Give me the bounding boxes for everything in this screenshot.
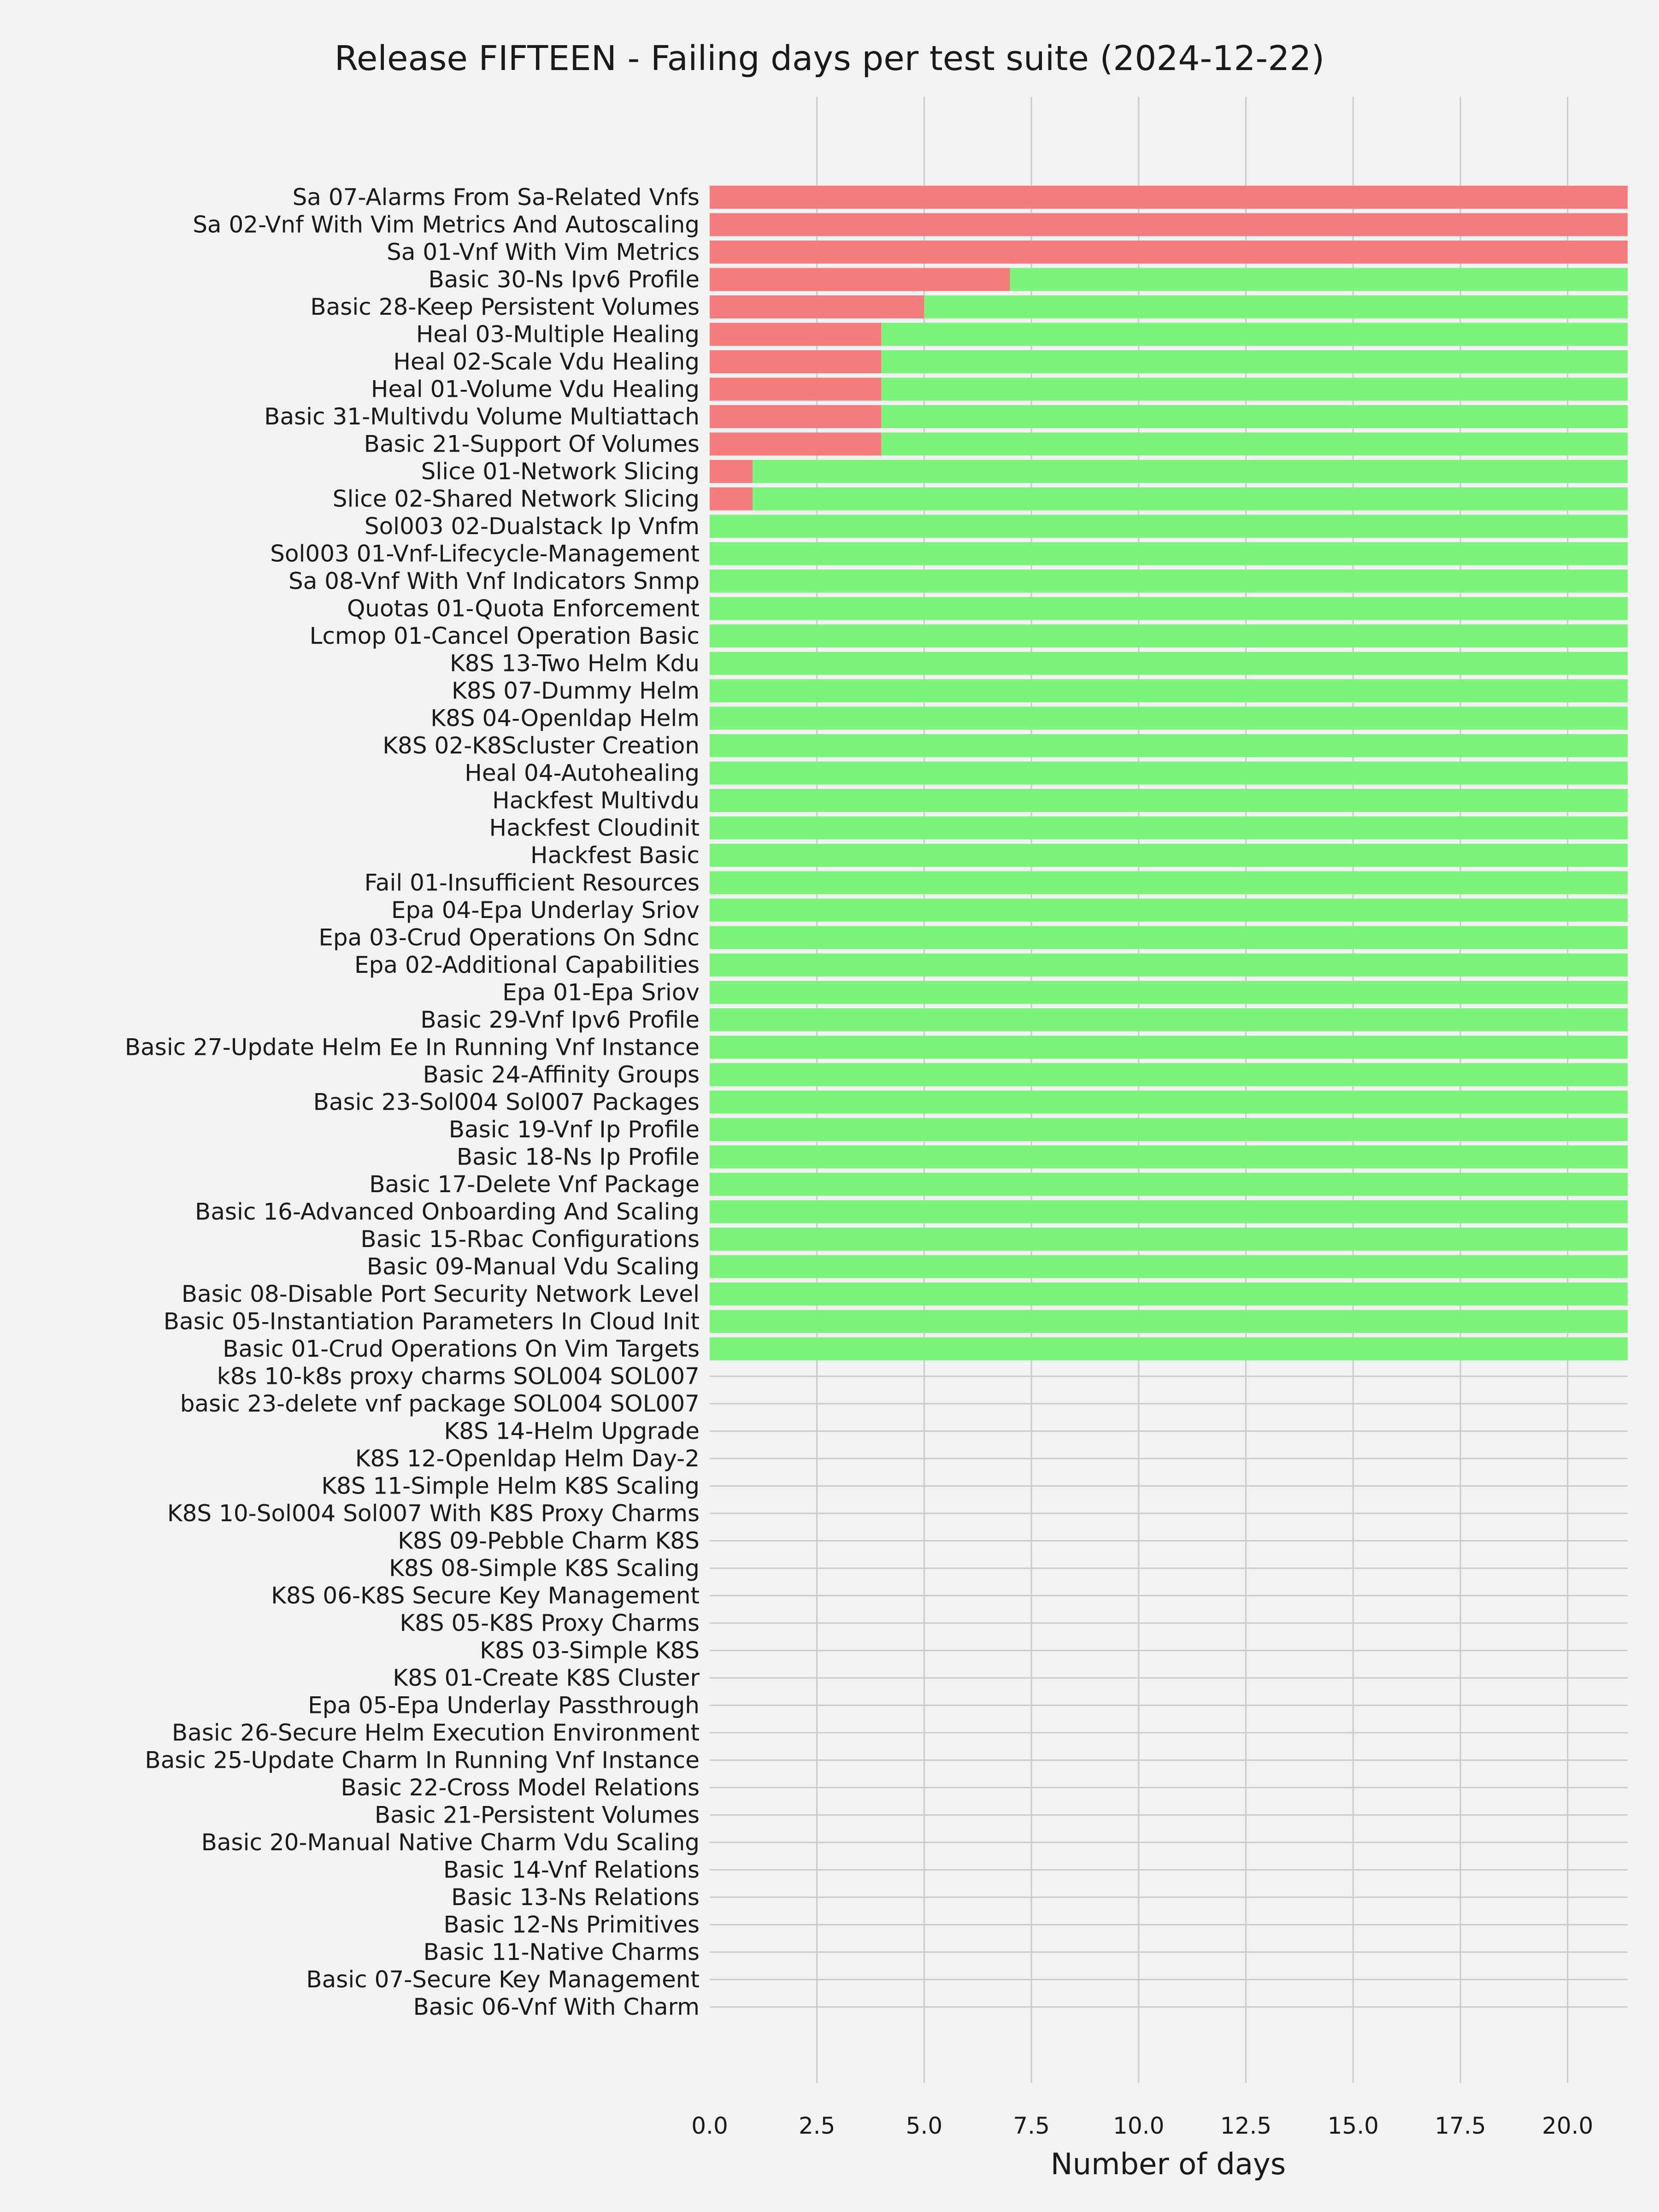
bar-passing bbox=[710, 844, 1628, 867]
y-tick-label: K8S 01-Create K8S Cluster bbox=[393, 1665, 700, 1691]
bar-passing bbox=[710, 652, 1628, 675]
y-tick-label: Heal 01-Volume Vdu Healing bbox=[371, 376, 700, 403]
bar-failing bbox=[710, 213, 1628, 236]
bar-passing bbox=[710, 1200, 1628, 1224]
y-tick-label: Basic 01-Crud Operations On Vim Targets bbox=[223, 1335, 700, 1362]
y-tick-label: Basic 11-Native Charms bbox=[423, 1939, 700, 1965]
bar-passing bbox=[710, 899, 1628, 922]
y-tick-label: Basic 29-Vnf Ipv6 Profile bbox=[420, 1006, 700, 1033]
y-tick-label: K8S 06-K8S Secure Key Management bbox=[271, 1582, 700, 1609]
y-tick-label: Fail 01-Insufficient Resources bbox=[364, 869, 700, 896]
bar-passing bbox=[710, 871, 1628, 894]
bar-passing bbox=[710, 1036, 1628, 1059]
x-tick-label: 20.0 bbox=[1542, 2112, 1594, 2139]
y-tick-label: basic 23-delete vnf package SOL004 SOL007 bbox=[180, 1390, 700, 1417]
y-tick-label: K8S 13-Two Helm Kdu bbox=[449, 650, 700, 677]
x-axis-label: Number of days bbox=[1050, 2147, 1286, 2182]
y-tick-label: Basic 30-Ns Ipv6 Profile bbox=[428, 266, 700, 293]
bar-passing bbox=[924, 295, 1628, 318]
bar-passing bbox=[710, 762, 1628, 785]
y-tick-label: Slice 02-Shared Network Slicing bbox=[332, 485, 700, 512]
y-tick-label: K8S 09-Pebble Charm K8S bbox=[398, 1527, 700, 1554]
bar-failing bbox=[710, 460, 753, 483]
y-tick-label: Sa 07-Alarms From Sa-Related Vnfs bbox=[292, 184, 700, 211]
y-tick-label: Basic 31-Multivdu Volume Multiattach bbox=[264, 403, 700, 430]
y-tick-label: Basic 15-Rbac Configurations bbox=[360, 1226, 700, 1253]
bar-passing bbox=[710, 570, 1628, 593]
bar-passing bbox=[710, 789, 1628, 812]
bar-passing bbox=[710, 1282, 1628, 1306]
bar-failing bbox=[710, 241, 1628, 264]
y-tick-label: Basic 21-Support Of Volumes bbox=[364, 430, 700, 458]
bar-failing bbox=[710, 295, 924, 318]
y-tick-label: Sa 02-Vnf With Vim Metrics And Autoscaling bbox=[193, 211, 700, 238]
bar-passing bbox=[753, 488, 1628, 511]
y-tick-label: Sol003 01-Vnf-Lifecycle-Management bbox=[270, 540, 700, 567]
x-tick-label: 10.0 bbox=[1113, 2112, 1165, 2139]
x-tick-labels bbox=[691, 2112, 1593, 2139]
y-tick-label: Basic 12-Ns Primitives bbox=[443, 1911, 700, 1938]
bar-passing bbox=[881, 433, 1628, 456]
y-tick-label: Basic 19-Vnf Ip Profile bbox=[448, 1116, 700, 1143]
bar-passing bbox=[710, 1118, 1628, 1141]
y-tick-label: K8S 05-K8S Proxy Charms bbox=[400, 1610, 700, 1636]
bar-passing bbox=[881, 378, 1628, 401]
y-tick-label: Basic 28-Keep Persistent Volumes bbox=[310, 294, 700, 320]
bar-passing bbox=[881, 405, 1628, 428]
bar-passing bbox=[710, 981, 1628, 1004]
bar-passing bbox=[710, 817, 1628, 840]
y-tick-label: Hackfest Cloudinit bbox=[489, 814, 700, 841]
y-tick-label: K8S 02-K8Scluster Creation bbox=[382, 732, 700, 759]
x-tick-label: 15.0 bbox=[1327, 2112, 1379, 2139]
y-tick-label: Basic 23-Sol004 Sol007 Packages bbox=[313, 1088, 700, 1116]
y-tick-label: Sol003 02-Dualstack Ip Vnfm bbox=[364, 513, 700, 540]
y-tick-label: Hackfest Multivdu bbox=[492, 787, 700, 814]
x-tick-label: 17.5 bbox=[1435, 2112, 1486, 2139]
bar-failing bbox=[710, 405, 881, 428]
y-tick-label: Basic 09-Manual Vdu Scaling bbox=[366, 1253, 700, 1280]
y-tick-label: Epa 02-Additional Capabilities bbox=[354, 952, 700, 978]
bar-failing bbox=[710, 488, 753, 511]
y-tick-label: Epa 01-Epa Sriov bbox=[502, 979, 700, 1006]
y-tick-label: Basic 08-Disable Port Security Network Level bbox=[181, 1281, 700, 1307]
y-tick-label: K8S 12-Openldap Helm Day-2 bbox=[355, 1445, 700, 1472]
bars bbox=[710, 186, 1628, 1360]
y-tick-label: Quotas 01-Quota Enforcement bbox=[347, 595, 700, 622]
bar-passing bbox=[1010, 268, 1628, 291]
y-tick-label: Heal 03-Multiple Healing bbox=[416, 321, 700, 348]
y-tick-label: K8S 10-Sol004 Sol007 With K8S Proxy Charms bbox=[167, 1500, 700, 1527]
bar-passing bbox=[710, 926, 1628, 949]
bar-passing bbox=[710, 597, 1628, 620]
bar-failing bbox=[710, 323, 881, 346]
y-tick-label: Lcmop 01-Cancel Operation Basic bbox=[309, 623, 700, 649]
bar-passing bbox=[710, 707, 1628, 730]
y-tick-label: Basic 20-Manual Native Charm Vdu Scaling bbox=[201, 1829, 700, 1856]
y-tick-label: Basic 17-Delete Vnf Package bbox=[369, 1171, 700, 1198]
y-tick-label: Basic 13-Ns Relations bbox=[451, 1884, 700, 1911]
x-tick-label: 5.0 bbox=[906, 2112, 943, 2139]
bar-passing bbox=[710, 1310, 1628, 1333]
y-tick-label: Basic 06-Vnf With Charm bbox=[413, 1994, 700, 2020]
bar-passing bbox=[710, 1173, 1628, 1196]
y-tick-label: K8S 07-Dummy Helm bbox=[452, 677, 700, 704]
y-tick-label: Basic 26-Secure Helm Execution Environment bbox=[171, 1719, 700, 1746]
x-tick-label: 0.0 bbox=[691, 2112, 728, 2139]
bar-passing bbox=[710, 679, 1628, 702]
y-tick-label: Basic 22-Cross Model Relations bbox=[341, 1774, 700, 1801]
y-tick-label: Basic 18-Ns Ip Profile bbox=[456, 1143, 700, 1171]
y-tick-label: Basic 21-Persistent Volumes bbox=[374, 1801, 700, 1829]
y-tick-label: Basic 07-Secure Key Management bbox=[306, 1966, 700, 1993]
y-tick-label: Hackfest Basic bbox=[530, 842, 700, 869]
y-tick-label: Basic 05-Instantiation Parameters In Cloud Init bbox=[163, 1308, 700, 1335]
bar-failing bbox=[710, 433, 881, 456]
bar-passing bbox=[710, 542, 1628, 565]
chart-title: Release FIFTEEN - Failing days per test suite (2024-12-22) bbox=[334, 39, 1325, 78]
bar-passing bbox=[710, 953, 1628, 977]
y-tick-label: Slice 01-Network Slicing bbox=[421, 458, 700, 485]
bar-passing bbox=[710, 1228, 1628, 1251]
y-tick-label: Basic 16-Advanced Onboarding And Scaling bbox=[195, 1198, 700, 1225]
y-tick-label: Basic 27-Update Helm Ee In Running Vnf Instance bbox=[124, 1034, 700, 1061]
y-tick-label: Heal 04-Autohealing bbox=[465, 759, 700, 787]
x-tick-label: 2.5 bbox=[798, 2112, 835, 2139]
y-tick-label: Basic 25-Update Charm In Running Vnf Instance bbox=[145, 1747, 700, 1774]
x-tick-label: 7.5 bbox=[1013, 2112, 1050, 2139]
y-tick-label: k8s 10-k8s proxy charms SOL004 SOL007 bbox=[217, 1363, 700, 1390]
bar-passing bbox=[710, 1063, 1628, 1086]
y-tick-label: Sa 01-Vnf With Vim Metrics bbox=[387, 239, 700, 265]
bar-passing bbox=[710, 1255, 1628, 1278]
bar-passing bbox=[710, 1337, 1628, 1360]
bar-passing bbox=[710, 624, 1628, 647]
y-tick-label: Heal 02-Scale Vdu Healing bbox=[393, 348, 700, 375]
y-tick-label: K8S 08-Simple K8S Scaling bbox=[389, 1555, 700, 1582]
bar-passing bbox=[753, 460, 1628, 483]
bar-passing bbox=[710, 1091, 1628, 1114]
bar-passing bbox=[881, 323, 1628, 346]
bar-failing bbox=[710, 268, 1010, 291]
y-tick-label: Epa 04-Epa Underlay Sriov bbox=[391, 897, 700, 924]
y-tick-label: Epa 05-Epa Underlay Passthrough bbox=[308, 1692, 700, 1719]
bar-failing bbox=[710, 186, 1628, 209]
bar-failing bbox=[710, 350, 881, 373]
bar-passing bbox=[710, 1146, 1628, 1169]
y-tick-label: K8S 04-Openldap Helm bbox=[430, 705, 700, 732]
bar-passing bbox=[881, 350, 1628, 373]
x-tick-label: 12.5 bbox=[1220, 2112, 1272, 2139]
y-tick-label: Epa 03-Crud Operations On Sdnc bbox=[318, 924, 700, 951]
y-tick-label: Basic 14-Vnf Relations bbox=[443, 1856, 700, 1883]
y-tick-label: Sa 08-Vnf With Vnf Indicators Snmp bbox=[288, 568, 700, 594]
y-tick-label: K8S 11-Simple Helm K8S Scaling bbox=[321, 1472, 700, 1500]
bar-passing bbox=[710, 515, 1628, 538]
y-tick-label: Basic 24-Affinity Groups bbox=[423, 1061, 700, 1088]
bar-passing bbox=[710, 734, 1628, 757]
y-tick-label: K8S 03-Simple K8S bbox=[480, 1637, 700, 1664]
bar-failing bbox=[710, 378, 881, 401]
bar-passing bbox=[710, 1008, 1628, 1031]
y-tick-label: K8S 14-Helm Upgrade bbox=[444, 1418, 700, 1445]
